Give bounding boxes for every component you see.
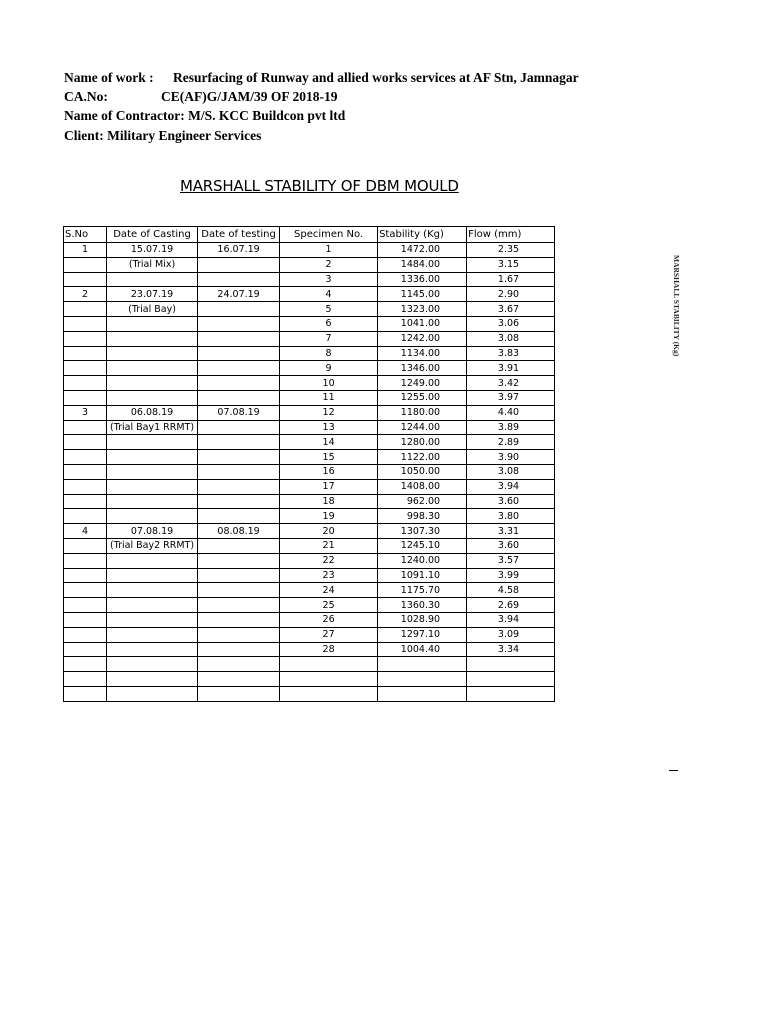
ca-label: CA.No: bbox=[64, 89, 108, 104]
cell-stability: 1240.00 bbox=[378, 553, 467, 568]
cell-stability: 1091.10 bbox=[378, 568, 467, 583]
cell-sno bbox=[64, 553, 107, 568]
cell-date-testing bbox=[198, 568, 280, 583]
table-row bbox=[64, 553, 555, 568]
cell-specimen: 2 bbox=[280, 257, 378, 272]
cell-specimen: 24 bbox=[280, 583, 378, 598]
cell-date-casting: (Trial Bay2 RRMT) bbox=[107, 538, 198, 553]
table-row bbox=[64, 568, 555, 583]
cell-flow: 3.89 bbox=[467, 420, 555, 435]
table-row bbox=[64, 642, 555, 657]
cell-date-testing: 24.07.19 bbox=[198, 287, 280, 302]
cell-date-casting bbox=[107, 686, 198, 701]
table-row bbox=[64, 686, 555, 701]
table-row bbox=[64, 316, 555, 331]
dash-mark bbox=[669, 770, 678, 771]
cell-date-testing bbox=[198, 272, 280, 287]
cell-flow: 4.40 bbox=[467, 405, 555, 420]
cell-date-testing bbox=[198, 598, 280, 613]
cell-flow: 3.94 bbox=[467, 479, 555, 494]
cell-sno bbox=[64, 494, 107, 509]
cell-flow: 3.34 bbox=[467, 642, 555, 657]
cell-sno bbox=[64, 509, 107, 524]
cell-sno bbox=[64, 583, 107, 598]
cell-stability bbox=[378, 686, 467, 701]
cell-date-testing bbox=[198, 553, 280, 568]
cell-flow: 3.99 bbox=[467, 568, 555, 583]
cell-stability: 1336.00 bbox=[378, 272, 467, 287]
cell-flow: 3.57 bbox=[467, 553, 555, 568]
col-sno-header: S.No bbox=[64, 227, 107, 243]
cell-flow: 3.83 bbox=[467, 346, 555, 361]
cell-sno bbox=[64, 479, 107, 494]
table-row bbox=[64, 243, 555, 258]
cell-specimen: 4 bbox=[280, 287, 378, 302]
cell-flow: 3.06 bbox=[467, 316, 555, 331]
cell-flow: 3.42 bbox=[467, 376, 555, 391]
cell-stability: 1346.00 bbox=[378, 361, 467, 376]
cell-date-testing bbox=[198, 612, 280, 627]
cell-flow: 3.08 bbox=[467, 464, 555, 479]
cell-date-testing bbox=[198, 346, 280, 361]
cell-date-casting bbox=[107, 435, 198, 450]
cell-stability: 962.00 bbox=[378, 494, 467, 509]
table-row bbox=[64, 287, 555, 302]
ca-line bbox=[64, 89, 337, 105]
cell-stability: 1134.00 bbox=[378, 346, 467, 361]
cell-specimen: 20 bbox=[280, 524, 378, 539]
cell-specimen: 3 bbox=[280, 272, 378, 287]
cell-date-casting bbox=[107, 361, 198, 376]
cell-stability: 1122.00 bbox=[378, 450, 467, 465]
cell-sno bbox=[64, 361, 107, 376]
cell-date-casting bbox=[107, 376, 198, 391]
cell-specimen: 21 bbox=[280, 538, 378, 553]
cell-sno bbox=[64, 450, 107, 465]
cell-stability: 1408.00 bbox=[378, 479, 467, 494]
cell-flow: 3.09 bbox=[467, 627, 555, 642]
cell-flow: 3.67 bbox=[467, 302, 555, 317]
cell-stability: 1307.30 bbox=[378, 524, 467, 539]
cell-stability: 1175.70 bbox=[378, 583, 467, 598]
cell-specimen: 5 bbox=[280, 302, 378, 317]
cell-date-casting: 07.08.19 bbox=[107, 524, 198, 539]
table-row bbox=[64, 672, 555, 687]
cell-sno bbox=[64, 420, 107, 435]
cell-sno bbox=[64, 435, 107, 450]
contractor-line: Name of Contractor: M/S. KCC Buildcon pvt ltd bbox=[64, 108, 346, 123]
cell-specimen: 28 bbox=[280, 642, 378, 657]
cell-date-testing bbox=[198, 257, 280, 272]
table-row bbox=[64, 346, 555, 361]
cell-date-casting bbox=[107, 346, 198, 361]
cell-specimen: 26 bbox=[280, 612, 378, 627]
table-row bbox=[64, 435, 555, 450]
cell-stability: 1249.00 bbox=[378, 376, 467, 391]
cell-flow: 3.80 bbox=[467, 509, 555, 524]
cell-specimen: 1 bbox=[280, 243, 378, 258]
table-row bbox=[64, 450, 555, 465]
cell-sno bbox=[64, 686, 107, 701]
cell-sno bbox=[64, 598, 107, 613]
cell-specimen: 25 bbox=[280, 598, 378, 613]
cell-sno: 3 bbox=[64, 405, 107, 420]
cell-specimen: 13 bbox=[280, 420, 378, 435]
cell-specimen: 15 bbox=[280, 450, 378, 465]
cell-flow: 3.90 bbox=[467, 450, 555, 465]
cell-date-testing bbox=[198, 642, 280, 657]
cell-flow bbox=[467, 686, 555, 701]
col-date-casting-header: Date of Casting bbox=[107, 227, 198, 243]
table-row bbox=[64, 612, 555, 627]
cell-specimen: 19 bbox=[280, 509, 378, 524]
ca-value: CE(AF)G/JAM/39 OF 2018-19 bbox=[161, 89, 338, 104]
cell-stability: 1484.00 bbox=[378, 257, 467, 272]
table-row bbox=[64, 524, 555, 539]
cell-sno bbox=[64, 272, 107, 287]
cell-flow: 3.08 bbox=[467, 331, 555, 346]
cell-date-casting bbox=[107, 479, 198, 494]
cell-stability: 998.30 bbox=[378, 509, 467, 524]
cell-date-testing bbox=[198, 672, 280, 687]
cell-flow: 2.35 bbox=[467, 243, 555, 258]
cell-flow bbox=[467, 672, 555, 687]
cell-stability: 1244.00 bbox=[378, 420, 467, 435]
work-value: Resurfacing of Runway and allied works services at AF Stn, Jamnagar bbox=[173, 70, 579, 85]
cell-stability: 1041.00 bbox=[378, 316, 467, 331]
table-row bbox=[64, 302, 555, 317]
cell-date-casting: (Trial Mix) bbox=[107, 257, 198, 272]
cell-flow: 4.58 bbox=[467, 583, 555, 598]
cell-date-casting bbox=[107, 509, 198, 524]
cell-date-testing bbox=[198, 361, 280, 376]
cell-date-testing bbox=[198, 657, 280, 672]
cell-stability: 1004.40 bbox=[378, 642, 467, 657]
table-row bbox=[64, 583, 555, 598]
cell-date-casting bbox=[107, 642, 198, 657]
cell-date-casting bbox=[107, 464, 198, 479]
cell-date-casting bbox=[107, 627, 198, 642]
cell-date-casting bbox=[107, 272, 198, 287]
col-stability-header: Stability (Kg) bbox=[378, 227, 467, 243]
cell-stability: 1242.00 bbox=[378, 331, 467, 346]
cell-specimen bbox=[280, 657, 378, 672]
table-row bbox=[64, 627, 555, 642]
cell-flow: 3.60 bbox=[467, 538, 555, 553]
cell-specimen: 14 bbox=[280, 435, 378, 450]
cell-flow bbox=[467, 657, 555, 672]
cell-sno bbox=[64, 612, 107, 627]
table-row bbox=[64, 538, 555, 553]
table-row bbox=[64, 494, 555, 509]
cell-date-casting: 23.07.19 bbox=[107, 287, 198, 302]
cell-specimen: 18 bbox=[280, 494, 378, 509]
cell-date-casting bbox=[107, 494, 198, 509]
cell-sno bbox=[64, 627, 107, 642]
cell-date-testing bbox=[198, 627, 280, 642]
cell-stability: 1255.00 bbox=[378, 390, 467, 405]
table-row bbox=[64, 361, 555, 376]
cell-date-casting bbox=[107, 583, 198, 598]
cell-date-casting bbox=[107, 316, 198, 331]
cell-specimen: 17 bbox=[280, 479, 378, 494]
cell-stability bbox=[378, 657, 467, 672]
cell-flow: 1.67 bbox=[467, 272, 555, 287]
client-line: Client: Military Engineer Services bbox=[64, 128, 262, 143]
cell-date-casting bbox=[107, 568, 198, 583]
cell-stability bbox=[378, 672, 467, 687]
work-label: Name of work : bbox=[64, 70, 154, 85]
cell-date-testing bbox=[198, 538, 280, 553]
cell-flow: 3.60 bbox=[467, 494, 555, 509]
cell-specimen: 11 bbox=[280, 390, 378, 405]
side-axis-label: MARSHALL STABILITY (Kg) bbox=[672, 255, 681, 357]
cell-stability: 1360.30 bbox=[378, 598, 467, 613]
cell-date-testing bbox=[198, 583, 280, 598]
cell-date-testing bbox=[198, 316, 280, 331]
cell-specimen bbox=[280, 672, 378, 687]
cell-specimen: 9 bbox=[280, 361, 378, 376]
cell-stability: 1180.00 bbox=[378, 405, 467, 420]
cell-sno bbox=[64, 672, 107, 687]
table-row bbox=[64, 657, 555, 672]
stability-table bbox=[63, 226, 555, 702]
table-row bbox=[64, 509, 555, 524]
cell-stability: 1472.00 bbox=[378, 243, 467, 258]
cell-specimen: 7 bbox=[280, 331, 378, 346]
cell-specimen: 16 bbox=[280, 464, 378, 479]
cell-flow: 2.69 bbox=[467, 598, 555, 613]
cell-stability: 1323.00 bbox=[378, 302, 467, 317]
cell-specimen: 27 bbox=[280, 627, 378, 642]
cell-date-casting bbox=[107, 331, 198, 346]
cell-flow: 3.94 bbox=[467, 612, 555, 627]
cell-date-casting: 15.07.19 bbox=[107, 243, 198, 258]
cell-sno: 1 bbox=[64, 243, 107, 258]
cell-sno: 2 bbox=[64, 287, 107, 302]
cell-stability: 1297.10 bbox=[378, 627, 467, 642]
cell-date-testing bbox=[198, 686, 280, 701]
cell-date-testing bbox=[198, 435, 280, 450]
col-date-testing-header: Date of testing bbox=[198, 227, 280, 243]
cell-sno bbox=[64, 302, 107, 317]
cell-date-casting: (Trial Bay1 RRMT) bbox=[107, 420, 198, 435]
cell-sno bbox=[64, 390, 107, 405]
cell-stability: 1280.00 bbox=[378, 435, 467, 450]
cell-date-testing bbox=[198, 302, 280, 317]
cell-specimen bbox=[280, 686, 378, 701]
cell-specimen: 10 bbox=[280, 376, 378, 391]
table-row bbox=[64, 479, 555, 494]
cell-date-testing bbox=[198, 331, 280, 346]
table-row bbox=[64, 405, 555, 420]
cell-sno bbox=[64, 346, 107, 361]
cell-date-casting bbox=[107, 598, 198, 613]
cell-stability: 1245.10 bbox=[378, 538, 467, 553]
cell-sno bbox=[64, 376, 107, 391]
table-row bbox=[64, 331, 555, 346]
cell-date-testing: 07.08.19 bbox=[198, 405, 280, 420]
cell-stability: 1050.00 bbox=[378, 464, 467, 479]
cell-specimen: 23 bbox=[280, 568, 378, 583]
cell-flow: 3.15 bbox=[467, 257, 555, 272]
cell-date-casting bbox=[107, 390, 198, 405]
cell-date-testing bbox=[198, 390, 280, 405]
cell-specimen: 12 bbox=[280, 405, 378, 420]
table-header-row bbox=[64, 227, 555, 243]
cell-date-casting bbox=[107, 612, 198, 627]
cell-sno bbox=[64, 331, 107, 346]
cell-sno bbox=[64, 568, 107, 583]
work-line bbox=[64, 70, 579, 86]
page-title: MARSHALL STABILITY OF DBM MOULD bbox=[180, 177, 459, 195]
cell-flow: 2.90 bbox=[467, 287, 555, 302]
cell-stability: 1028.90 bbox=[378, 612, 467, 627]
table-row bbox=[64, 272, 555, 287]
col-flow-header: Flow (mm) bbox=[467, 227, 555, 243]
cell-date-casting: (Trial Bay) bbox=[107, 302, 198, 317]
cell-sno bbox=[64, 316, 107, 331]
cell-date-testing bbox=[198, 494, 280, 509]
table-row bbox=[64, 598, 555, 613]
cell-date-testing bbox=[198, 420, 280, 435]
cell-date-testing bbox=[198, 450, 280, 465]
cell-specimen: 8 bbox=[280, 346, 378, 361]
cell-stability: 1145.00 bbox=[378, 287, 467, 302]
cell-flow: 2.89 bbox=[467, 435, 555, 450]
cell-date-casting bbox=[107, 657, 198, 672]
cell-sno bbox=[64, 538, 107, 553]
cell-specimen: 22 bbox=[280, 553, 378, 568]
cell-flow: 3.97 bbox=[467, 390, 555, 405]
cell-sno bbox=[64, 464, 107, 479]
cell-sno bbox=[64, 257, 107, 272]
cell-flow: 3.31 bbox=[467, 524, 555, 539]
cell-date-casting bbox=[107, 672, 198, 687]
cell-date-testing bbox=[198, 479, 280, 494]
cell-date-testing: 08.08.19 bbox=[198, 524, 280, 539]
cell-sno bbox=[64, 657, 107, 672]
cell-flow: 3.91 bbox=[467, 361, 555, 376]
table-row bbox=[64, 257, 555, 272]
table-row bbox=[64, 464, 555, 479]
col-specimen-header: Specimen No. bbox=[280, 227, 378, 243]
table-body bbox=[64, 243, 555, 702]
cell-sno bbox=[64, 642, 107, 657]
table-row bbox=[64, 390, 555, 405]
cell-date-testing bbox=[198, 464, 280, 479]
table-row bbox=[64, 376, 555, 391]
cell-sno: 4 bbox=[64, 524, 107, 539]
cell-date-testing: 16.07.19 bbox=[198, 243, 280, 258]
cell-specimen: 6 bbox=[280, 316, 378, 331]
cell-date-testing bbox=[198, 376, 280, 391]
table-row bbox=[64, 420, 555, 435]
cell-date-casting: 06.08.19 bbox=[107, 405, 198, 420]
cell-date-casting bbox=[107, 553, 198, 568]
cell-date-testing bbox=[198, 509, 280, 524]
cell-date-casting bbox=[107, 450, 198, 465]
